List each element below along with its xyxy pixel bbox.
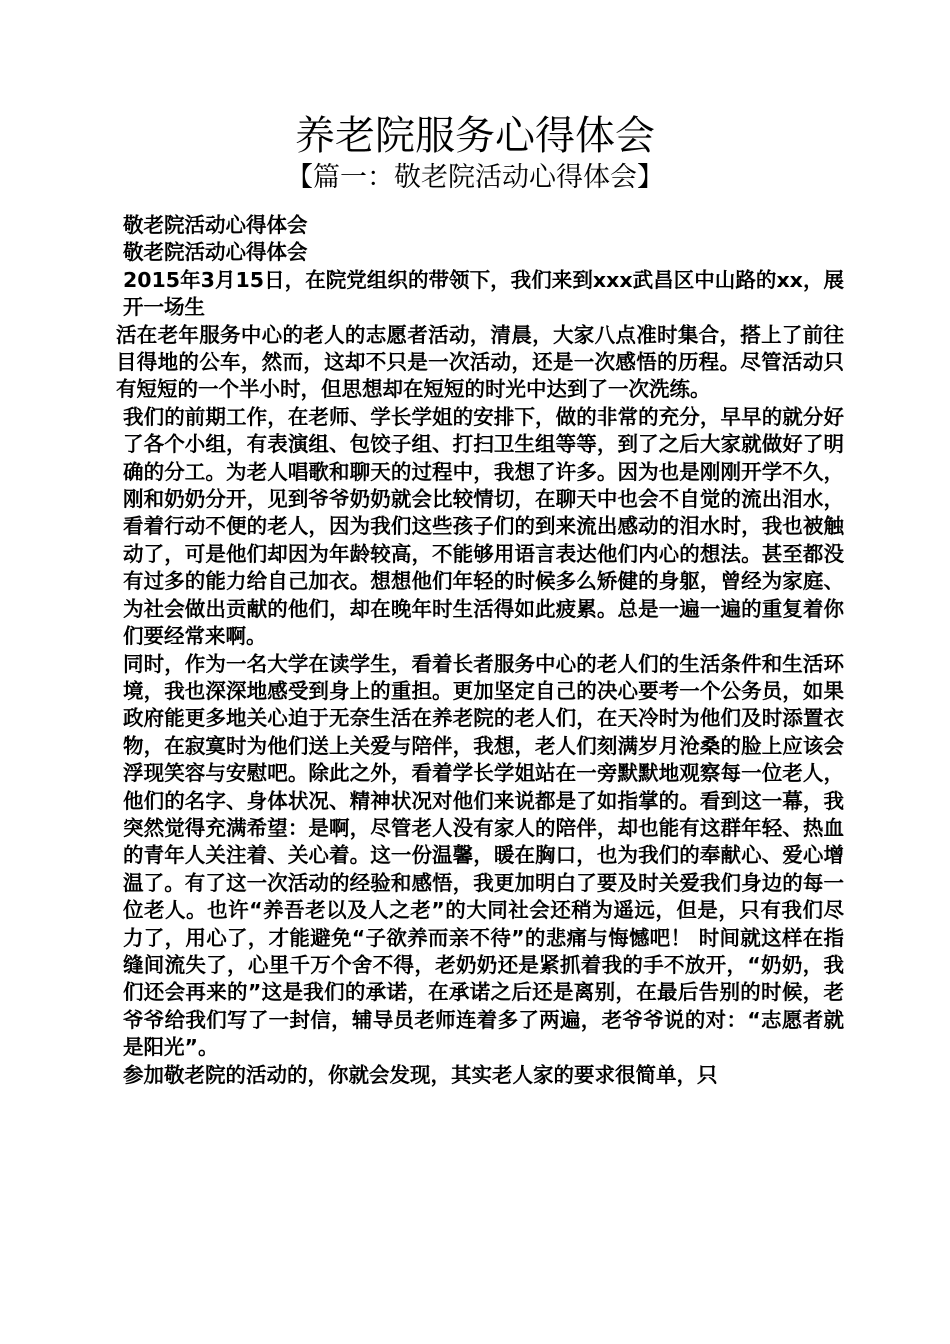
document-body: [116, 212, 844, 1089]
body-paragraph: 我们的前期工作，在老师、学长学姐的安排下，做的非常的充分，早早的就分好了各个小组，有表演组、包饺子组、打扫卫生组等等，到了之后大家就做好了明确的分工。为老人唱歌和聊天的过程中，我想了许多。因为也是刚刚开学不久，刚和奶奶分开，见到爷爷奶奶就会比较情切，在聊天中也会不自觉的流出泪水，看着行动不便的老人，因为我们这些孩子们的到来流出感动的泪水时，我也被触动了，可是他们却因为年龄较高，不能够用语言表达他们内心的想法。甚至都没有过多的能力给自己加衣。想想他们年轻的时候多么矫健的身躯，曾经为家庭、为社会做出贡献的他们，却在晚年时生活得如此疲累。总是一遍一遍的重复着你们要经常来啊。: [123, 404, 844, 649]
section-heading: 敬老院活动心得体会: [123, 213, 308, 237]
section-heading: 敬老院活动心得体会: [123, 240, 308, 265]
document-subtitle: 【篇一：敬老院活动心得体会】: [286, 162, 664, 193]
body-paragraph: 同时，作为一名大学在读学生，看着长者服务中心的老人们的生活条件和生活环境，我也深深地感受到身上的重担。更加坚定自己的决心要考一个公务员，如果政府能更多地关心迫于无奈生活在养老院的老人们，在天冷时为他们及时添置衣物，在寂寞时为他们送上关爱与陪伴，我想，老人们刻满岁月沧桑的脸上应该会浮现笑容与安慰吧。除此之外，看着学长学姐站在一旁默默地观察每一位老人，他们的名字、身体状况、精神状况对他们来说都是了如指掌的。看到这一幕，我突然觉得充满希望：是啊，尽管老人没有家人的陪伴，却也能有这群年轻、热血的青年人关注着、关心着。这一份温馨，暖在胸口，也为我们的奉献心、爱心增温了。有了这一次活动的经验和感悟，我更加明白了要及时关爱我们身边的每一位老人。也许“养吾老以及人之老”的大同社会还稍为遥远，但是，只有我们尽力了，用心了，才能避免“子欲养而亲不待”的悲痛与悔憾吧！ 时间就这样在指缝间流失了，心里千万个舍不得，老奶奶还是紧抓着我的手不放开，“奶奶，我们还会再来的”这是我们的承诺，在承诺之后还是离别，在最后告别的时候，老爷爷给我们写了一封信，辅导员老师连着多了两遍，老爷爷说的对：“志愿者就是阳光”。: [123, 651, 844, 1060]
body-paragraph: 2015年3月15日，在院党组织的带领下，我们来到xxx武昌区中山路的xx，展开一场生: [123, 267, 844, 320]
document-title: 养老院服务心得体会: [295, 113, 655, 159]
body-paragraph: 参加敬老院的活动的，你就会发现，其实老人家的要求很简单，只: [123, 1062, 718, 1087]
body-paragraph: 活在老年服务中心的老人的志愿者活动，清晨，大家八点准时集合，搭上了前往目得地的公车，然而，这却不只是一次活动，还是一次感悟的历程。尽管活动只有短短的一个半小时，但思想却在短短的时光中达到了一次洗练。: [116, 322, 844, 402]
